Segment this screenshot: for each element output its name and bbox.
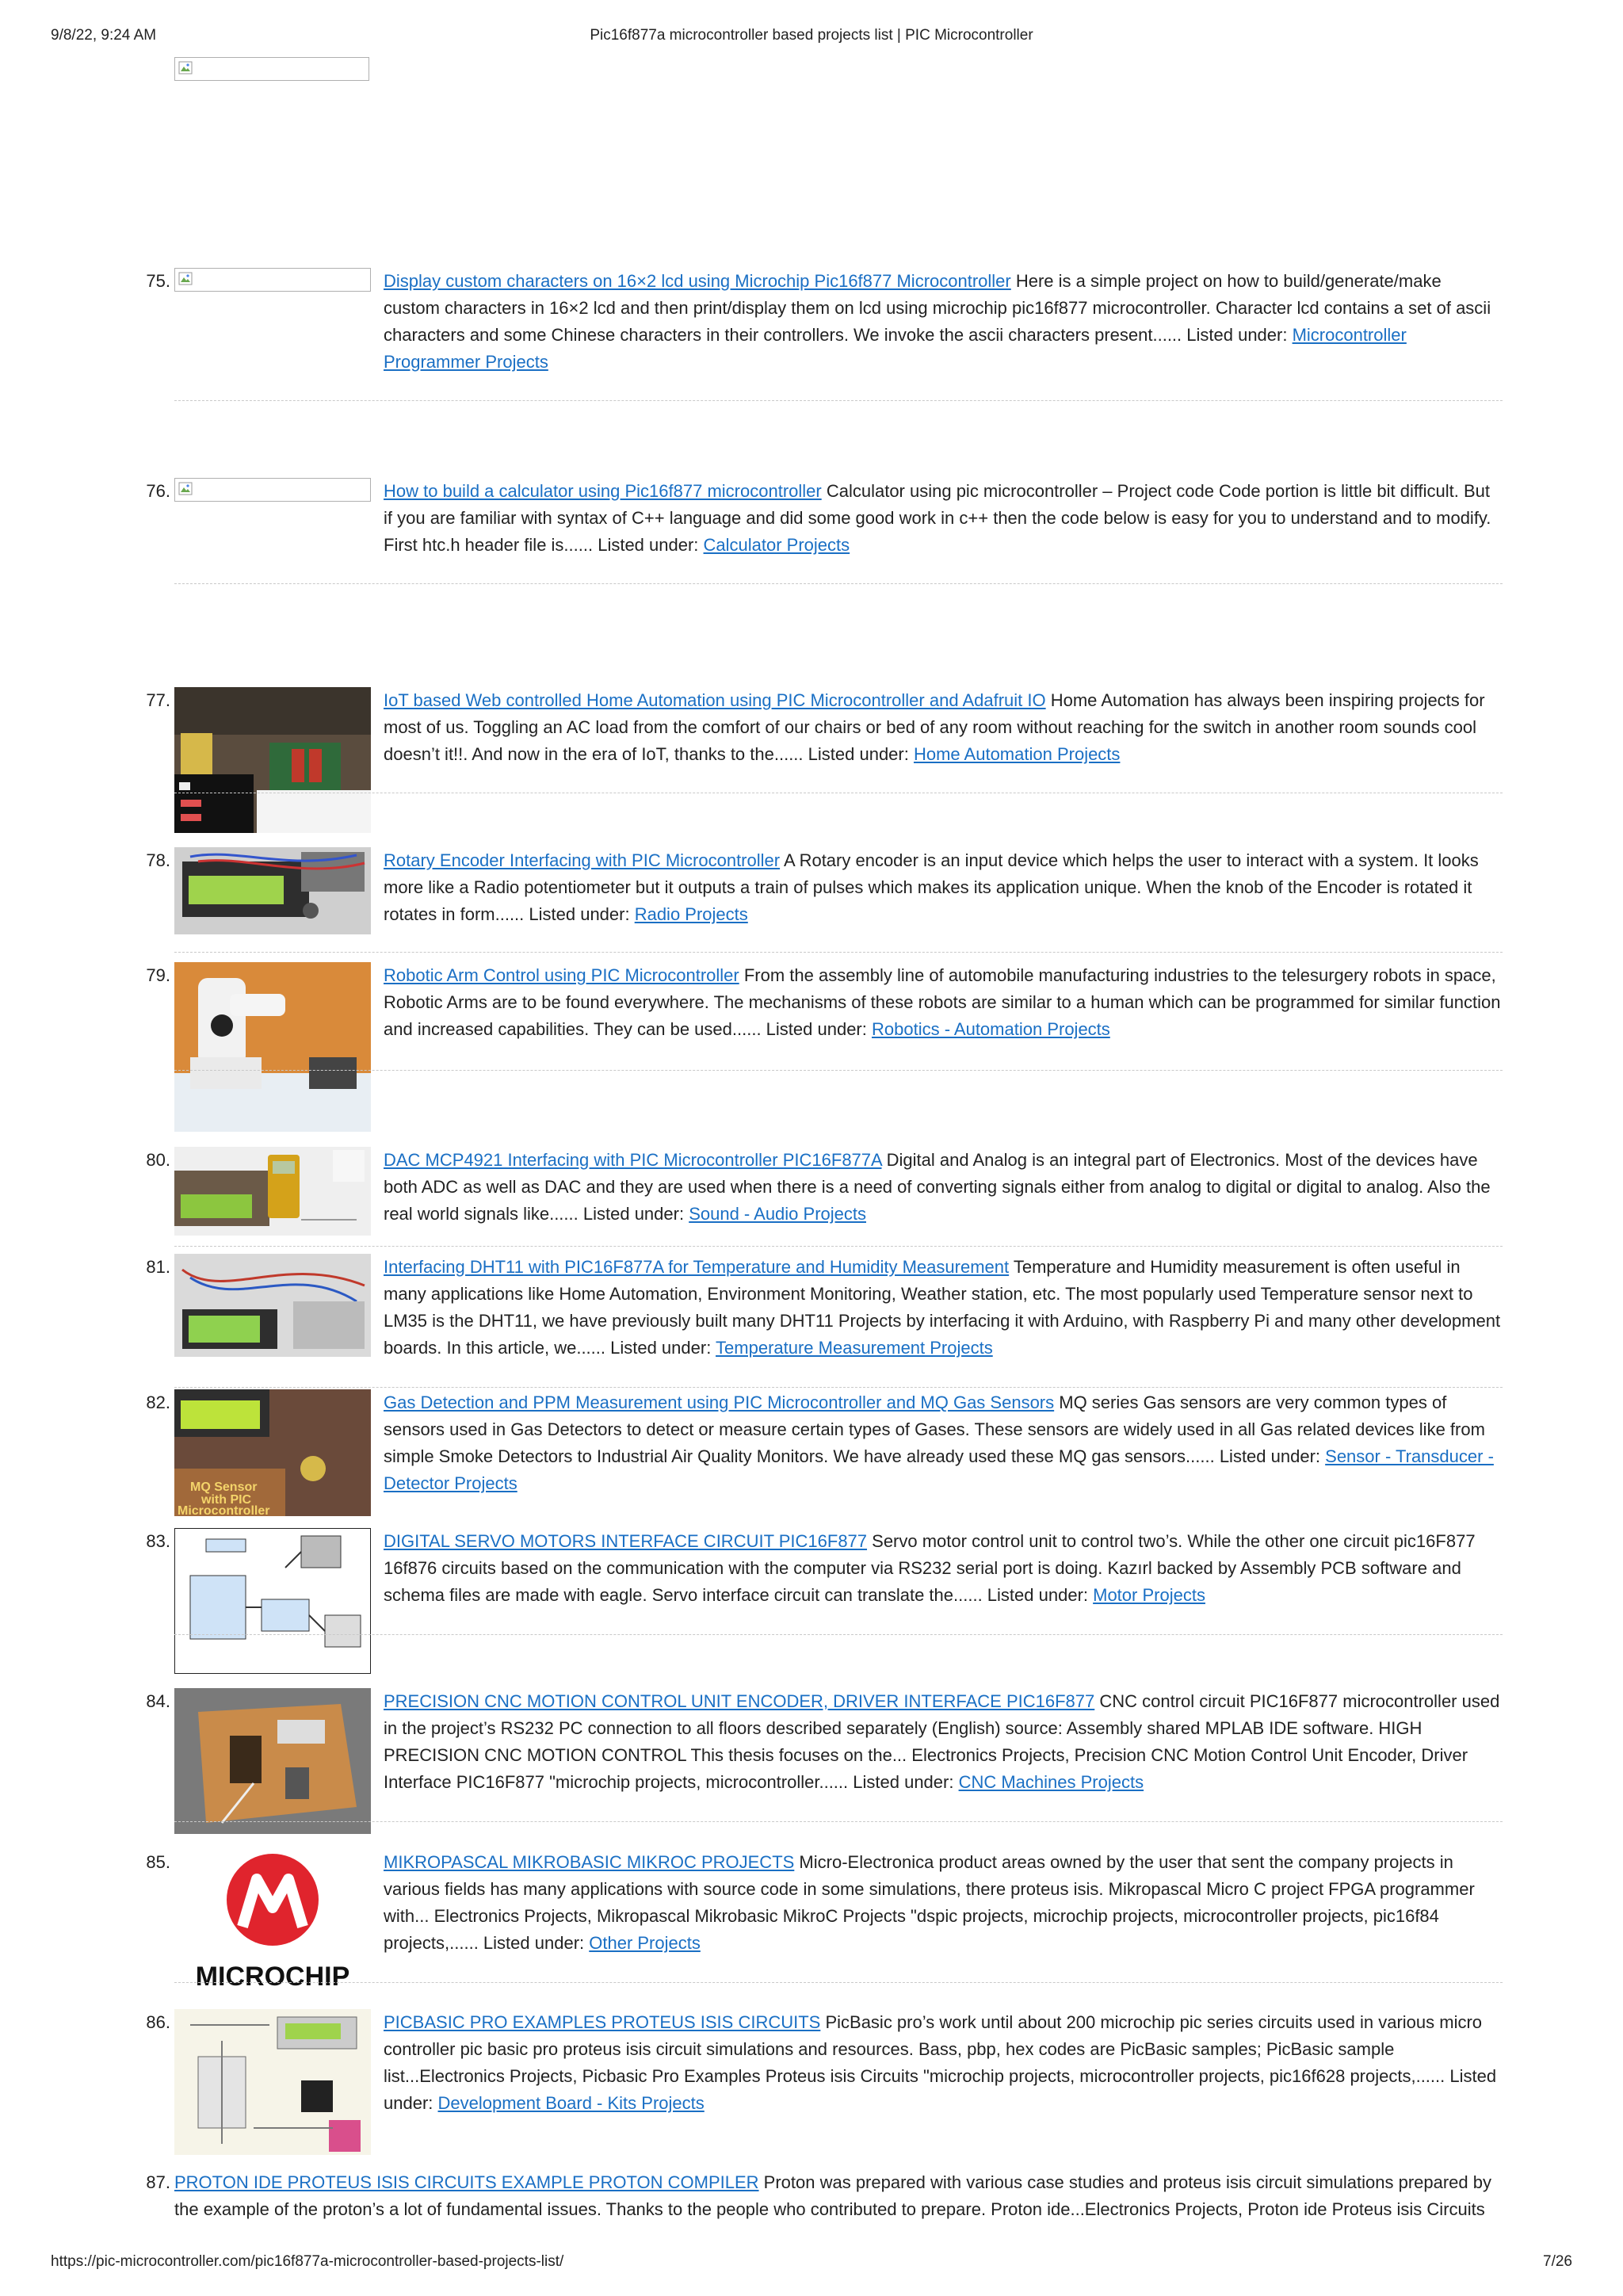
item-number: 78. <box>146 850 170 870</box>
item-title-link[interactable]: DIGITAL SERVO MOTORS INTERFACE CIRCUIT PIC16F877 <box>384 1531 868 1551</box>
divider <box>174 1246 1503 1247</box>
item-category-link[interactable]: Robotics - Automation Projects <box>871 1019 1110 1039</box>
item-description: Home Automation has always been inspiring projects for most of us. Toggling an AC load from the comfort of our chairs or bed of any room without reaching for the switch in another room sounds cool doesn’t it!!. And now in the era of IoT, thanks to the...... Listed under: <box>384 690 1485 764</box>
item-title-link[interactable]: How to build a calculator using Pic16f877 microcontroller <box>384 481 822 501</box>
page-title: Pic16f877a microcontroller based projects list | PIC Microcontroller <box>590 27 1033 44</box>
item-category-link[interactable]: Other Projects <box>589 1933 701 1953</box>
item-text <box>174 2169 1503 2223</box>
divider <box>174 1982 1503 1983</box>
item-text <box>384 1389 1501 1497</box>
item-category-link[interactable]: Temperature Measurement Projects <box>716 1338 993 1358</box>
item-category-link[interactable]: Motor Projects <box>1093 1585 1205 1605</box>
item-number: 80. <box>146 1150 170 1170</box>
item-text <box>384 1849 1501 1957</box>
item-category-link[interactable]: Microcontroller Programmer Projects <box>384 325 1407 372</box>
item-description: PicBasic pro’s work until about 200 microchip pic series circuits used in various micro controller pic basic pro proteus isis circuit simulations and resources. Bass, pbp, hex codes are PicBasic samples; PicBasic sample list...Electronics Projects, Picbasic Pro Examples Proteus isis Circuits "microchip projects, microcontroller projects, pic16f628 projects,...... Listed under: <box>384 2012 1497 2113</box>
item-description: Calculator using pic microcontroller – Project code Code portion is little bit difficult. But if you are familiar with syntax of C++ language and did some good work in c++ then the code below is easy for you to understand and to modify. First htc.h header file is...... Listed under: <box>384 481 1491 555</box>
divider <box>174 1634 1503 1635</box>
svg-text:with PIC: with PIC <box>201 1493 252 1507</box>
item-text <box>384 2009 1501 2117</box>
item-title-link[interactable]: Gas Detection and PPM Measurement using PIC Microcontroller and MQ Gas Sensors <box>384 1392 1055 1412</box>
item-title-link[interactable]: Robotic Arm Control using PIC Microcontroller <box>384 965 739 985</box>
divider <box>174 1070 1503 1071</box>
item-number: 83. <box>146 1531 170 1551</box>
item-category-link[interactable]: Development Board - Kits Projects <box>437 2093 705 2113</box>
page-url: https://pic-microcontroller.com/pic16f877a-microcontroller-based-projects-list/ <box>51 2253 564 2270</box>
divider <box>174 583 1503 584</box>
project-thumbnail <box>174 847 371 934</box>
item-number: 79. <box>146 965 170 985</box>
item-description: Servo motor control unit to control two’s. While the other one circuit pic16F877 16f876 circuits based on the communication with the computer via RS232 serial port is doing. Kazırl backed by Assembly PCB software and schema files are made with eagle. Servo interface circuit can translate the...... Listed under: <box>384 1531 1476 1605</box>
broken-image-icon <box>178 480 195 498</box>
item-text <box>384 1688 1501 1796</box>
item-text <box>384 268 1501 376</box>
item-title-link[interactable]: DAC MCP4921 Interfacing with PIC Microcontroller PIC16F877A <box>384 1150 882 1170</box>
item-title-link[interactable]: MIKROPASCAL MIKROBASIC MIKROC PROJECTS <box>384 1852 795 1872</box>
item-number: 86. <box>146 2012 170 2032</box>
item-number: 76. <box>146 481 170 501</box>
broken-image-icon <box>178 59 195 77</box>
svg-text:MQ Sensor: MQ Sensor <box>190 1480 258 1494</box>
item-description: CNC control circuit PIC16F877 microcontroller used in the project’s RS232 PC connection to all floors described separately (English) source: Assembly shared MPLAB IDE software. HIGH PRECISION CNC MOTION CONTROL This thesis focuses on the... Electronics Projects, Precision CNC Motion Control Unit Encoder, Driver Interface PIC16F877 "microchip projects, microcontroller...... Listed under: <box>384 1691 1500 1792</box>
item-description: Proton was prepared with various case studies and proteus isis circuit simulations prepared by the example of the proton’s a lot of fundamental issues. Thanks to the people who contributed to prepare. Proton ide...Electronics Projects, Proton ide Proteus isis Circuits <box>174 2172 1491 2219</box>
item-description: Temperature and Humidity measurement is often useful in many applications like Home Automation, Environment Monitoring, Weather station, etc. The most popularly used Temperature sensor next to LM35 is the DHT11, we have previously built many DHT11 Projects by interfacing it with Arduino, with Raspberry Pi and many other development boards. In this article, we...... Listed under: <box>384 1257 1501 1358</box>
item-text <box>384 1254 1501 1362</box>
item-category-link[interactable]: Sound - Audio Projects <box>689 1204 866 1224</box>
microchip-logo <box>174 1849 371 1995</box>
item-number: 84. <box>146 1691 170 1711</box>
project-thumbnail <box>174 1528 371 1674</box>
broken-image-icon <box>178 270 195 288</box>
item-text <box>384 478 1501 559</box>
project-thumbnail <box>174 1254 371 1357</box>
project-thumbnail <box>174 1688 371 1834</box>
logo-wordmark: MICROCHIP <box>195 1962 350 1992</box>
item-title-link[interactable]: PROTON IDE PROTEUS ISIS CIRCUITS EXAMPLE PROTON COMPILER <box>174 2172 759 2192</box>
divider <box>174 1821 1503 1822</box>
project-thumbnail <box>174 1389 371 1516</box>
broken-image <box>174 268 371 292</box>
item-text <box>384 962 1501 1043</box>
broken-image <box>174 57 369 81</box>
item-description: Digital and Analog is an integral part of Electronics. Most of the devices have both ADC as well as DAC and they are used when there is a need of converting signals either from analog to digital or digital to analog. Also the real world signals like...... Listed under: <box>384 1150 1491 1224</box>
item-text <box>384 1147 1501 1228</box>
item-category-link[interactable]: Radio Projects <box>634 904 748 924</box>
item-number: 85. <box>146 1852 170 1872</box>
item-title-link[interactable]: Display custom characters on 16×2 lcd using Microchip Pic16f877 Microcontroller <box>384 271 1011 291</box>
divider <box>174 952 1503 953</box>
item-title-link[interactable]: Rotary Encoder Interfacing with PIC Microcontroller <box>384 850 781 870</box>
svg-text:Microcontroller: Microcontroller <box>178 1504 270 1516</box>
project-thumbnail <box>174 1147 371 1236</box>
item-text <box>384 687 1501 768</box>
item-description: MQ series Gas sensors are very common types of sensors used in Gas Detectors to detect or measure certain types of Gases. These sensors are widely used in all Gas related devices like from simple Smoke Detectors to Industrial Air Quality Monitors. We have already used these MQ gas sensors...... Listed under: <box>384 1392 1485 1466</box>
page-number: 7/26 <box>1543 2253 1572 2270</box>
item-number: 81. <box>146 1257 170 1277</box>
divider <box>174 400 1503 401</box>
item-number: 75. <box>146 271 170 291</box>
item-title-link[interactable]: PRECISION CNC MOTION CONTROL UNIT ENCODER, DRIVER INTERFACE PIC16F877 <box>384 1691 1095 1711</box>
broken-image <box>174 478 371 502</box>
item-description: A Rotary encoder is an input device which helps the user to interact with a system. It looks more like a Radio potentiometer but it outputs a train of pulses which makes its application unique. When the knob of the Encoder is rotated it rotates in form...... Listed under: <box>384 850 1479 924</box>
divider <box>174 1387 1503 1388</box>
item-text <box>384 847 1501 928</box>
item-number: 77. <box>146 690 170 710</box>
item-number: 82. <box>146 1392 170 1412</box>
item-text <box>384 1528 1501 1609</box>
item-title-link[interactable]: IoT based Web controlled Home Automation using PIC Microcontroller and Adafruit IO <box>384 690 1046 710</box>
item-category-link[interactable]: CNC Machines Projects <box>958 1772 1144 1792</box>
item-description: Micro-Electronica product areas owned by the user that sent the company projects in various fields has many applications with source code in some simulations, there proteus isis. Mikropascal Micro C project FPGA programmer with... Electronics Projects, Mikropascal Mikrobasic MikroC Projects "dspic projects, microchip projects, microcontroller projects, pic16f84 projects,...... Listed under: <box>384 1852 1475 1953</box>
item-category-link[interactable]: Sensor - Transducer - Detector Projects <box>384 1446 1494 1493</box>
item-number: 87. <box>146 2172 170 2192</box>
item-title-link[interactable]: PICBASIC PRO EXAMPLES PROTEUS ISIS CIRCUITS <box>384 2012 821 2032</box>
item-category-link[interactable]: Calculator Projects <box>703 535 850 555</box>
project-thumbnail <box>174 962 371 1132</box>
print-datetime: 9/8/22, 9:24 AM <box>51 27 157 44</box>
project-thumbnail <box>174 687 371 833</box>
project-thumbnail <box>174 2009 371 2155</box>
item-description: Here is a simple project on how to build/generate/make custom characters in 16×2 lcd and then print/display them on lcd using microchip pic16f877 microcontroller. Character lcd contains a set of ascii characters and some Chinese characters in their controllers. We invoke the ascii characters present...... Listed under: <box>384 271 1491 345</box>
item-category-link[interactable]: Home Automation Projects <box>913 744 1121 764</box>
item-description: From the assembly line of automobile manufacturing industries to the telesurgery robots in space, Robotic Arms are to be found everywhere. The mechanisms of these robots are similar to a human which can be programmed for similar function and increased capabilities. They can be used...... Listed under: <box>384 965 1501 1039</box>
item-title-link[interactable]: Interfacing DHT11 with PIC16F877A for Temperature and Humidity Measurement <box>384 1257 1010 1277</box>
